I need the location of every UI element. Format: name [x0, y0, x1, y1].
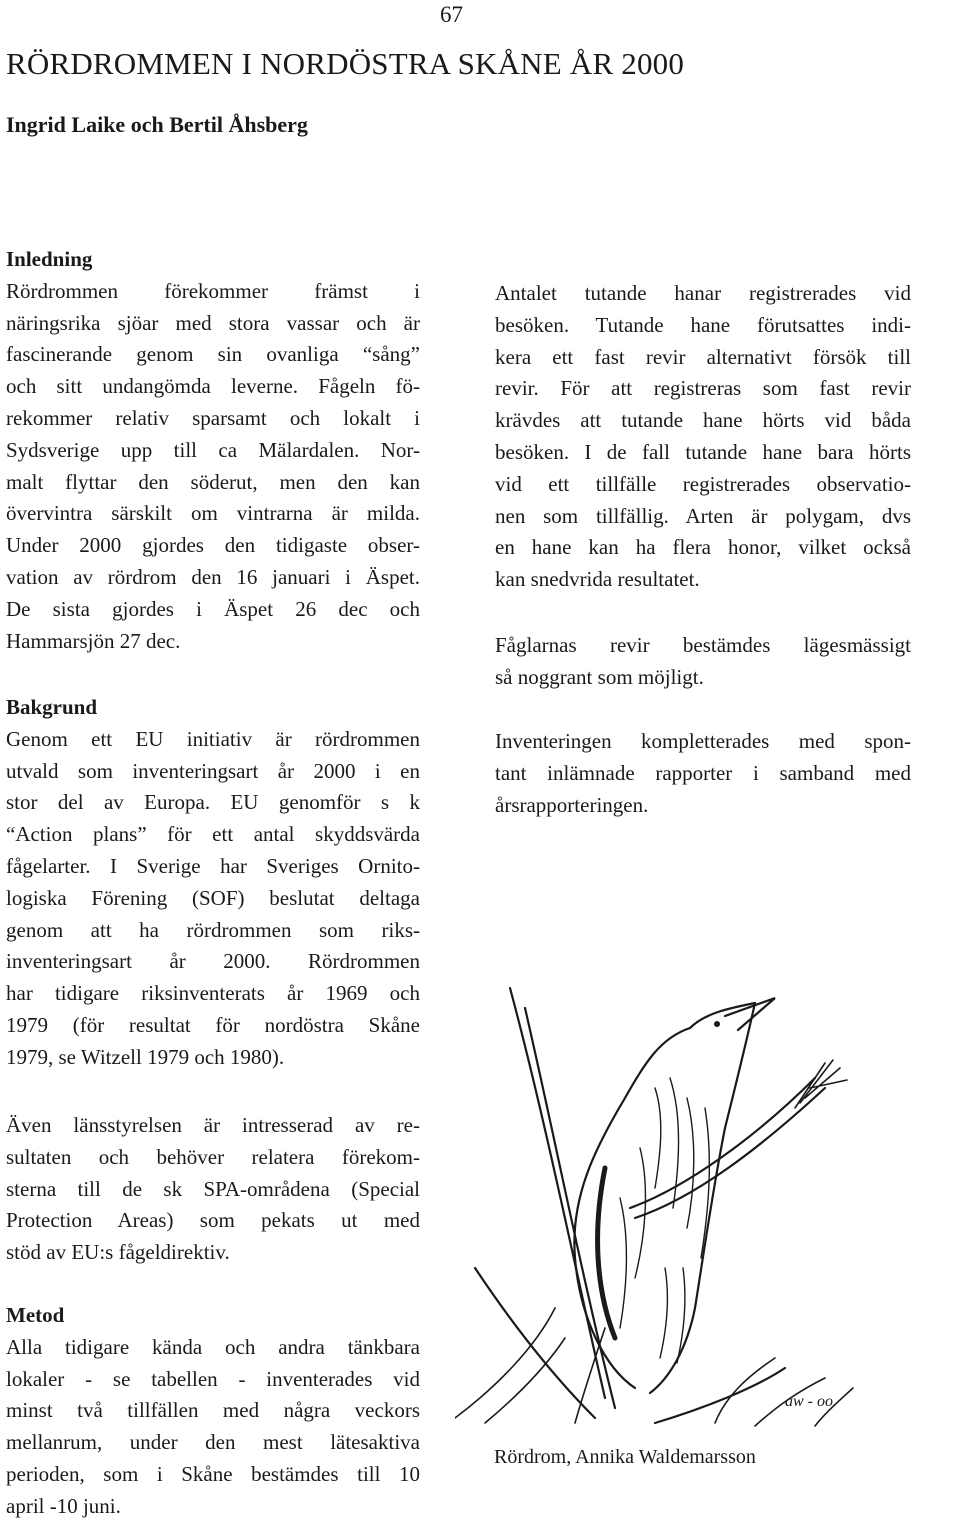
text-line: Protection Areas) som pekats ut med	[6, 1208, 420, 1233]
text-line: mellanrum, under den mest lätesaktiva	[6, 1430, 420, 1455]
text-line: revir. För att registreras som fast revir	[495, 376, 911, 401]
paragraph-revir	[495, 630, 911, 694]
paragraph-lansstyrelsen	[6, 1110, 420, 1269]
text-line: fascinerande genom sin ovanliga “sång”	[6, 342, 420, 367]
section-metod	[6, 1300, 420, 1523]
text-line: malt flyttar den söderut, men den kan	[6, 469, 420, 494]
text-line: 1979 (för resultat för nordöstra Skåne	[6, 1012, 420, 1037]
text-line: 1979, se Witzell 1979 och 1980).	[6, 1044, 285, 1069]
article-authors: Ingrid Laike och Bertil Åhsberg	[6, 112, 308, 137]
text-line: De sista gjordes i Äspet 26 dec och	[6, 596, 420, 621]
artist-signature: aw - oo	[785, 1393, 833, 1410]
text-line: Sydsverige upp till ca Mälardalen. Nor-	[6, 437, 420, 462]
text-line: “Action plans” för ett antal skyddsvärda	[6, 822, 420, 847]
text-line: övervintra särskilt om vintrarna är milda.	[6, 501, 420, 526]
text-line: Hammarsjön 27 dec.	[6, 628, 181, 653]
text-line: besöken. Tutande hane förutsattes indi-	[495, 312, 911, 337]
text-line: logiska Förening (SOF) beslutat deltaga	[6, 885, 420, 910]
text-line: Fåglarnas revir bestämdes lägesmässigt	[495, 633, 911, 657]
text-line: minst två tillfällen med några veckors	[6, 1398, 420, 1423]
text-line: utvald som inventeringsart år 2000 i en	[6, 758, 420, 783]
heading-metod: Metod	[6, 1303, 65, 1327]
text-line: nen som tillfällig. Arten är polygam, dvs	[495, 503, 911, 528]
text-line: genom att ha rördrommen som riks-	[6, 917, 420, 942]
section-inledning	[6, 244, 420, 657]
paragraph-komplettering	[495, 726, 911, 821]
section-bakgrund	[6, 692, 420, 1074]
text-line: Rördrommen förekommer främst i	[6, 278, 420, 303]
illustration-caption: Rördrom, Annika Waldemarsson	[494, 1446, 756, 1468]
page-number: 67	[440, 2, 463, 27]
text-line: stor del av Europa. EU genomför s k	[6, 790, 420, 815]
text-line: besöken. I de fall tutande hane bara hörts	[495, 439, 911, 464]
text-line: näringsrika sjöar med stora vassar och är	[6, 310, 420, 335]
text-line: Även länsstyrelsen är intresserad av re-	[6, 1113, 420, 1137]
text-line: april -10 juni.	[6, 1493, 121, 1518]
text-line: lokaler - se tabellen - inventerades vid	[6, 1366, 420, 1391]
text-line: perioden, som i Skåne bestämdes till 10	[6, 1461, 420, 1486]
heading-inledning: Inledning	[6, 247, 93, 271]
text-line: fågelarter. I Sverige har Sveriges Ornito-	[6, 853, 420, 878]
article-title: RÖRDROMMEN I NORDÖSTRA SKÅNE ÅR 2000	[6, 46, 685, 81]
text-line: krävdes att tutande hane hörts vid båda	[495, 408, 911, 433]
text-line: vation av rördrom den 16 januari i Äspet.	[6, 564, 420, 589]
text-line: kan snedvrida resultatet.	[495, 567, 700, 592]
text-line: Alla tidigare kända och andra tänkbara	[6, 1334, 420, 1359]
heading-bakgrund: Bakgrund	[6, 695, 98, 719]
bittern-drawing	[455, 968, 855, 1428]
text-line: rekommer relativ sparsamt och lokalt i	[6, 405, 420, 430]
text-line: och sitt undangömda leverne. Fågeln fö-	[6, 374, 420, 399]
text-line: kera ett fast revir alternativt försök till	[495, 344, 911, 369]
text-line: Under 2000 gjordes den tidigaste obser-	[6, 533, 420, 558]
text-line: sultaten och behöver relatera förekom-	[6, 1144, 420, 1169]
text-line: inventeringsart år 2000. Rördrommen	[6, 949, 420, 974]
text-line: årsrapporteringen.	[495, 792, 649, 817]
paragraph-registrering	[495, 278, 911, 596]
text-line: en hane kan ha flera honor, vilket också	[495, 535, 911, 560]
bittern-illustration	[455, 968, 855, 1428]
text-line: sterna till de sk SPA-områdena (Special	[6, 1176, 420, 1201]
text-line: stöd av EU:s fågeldirektiv.	[6, 1240, 230, 1265]
text-line: har tidigare riksinventerats år 1969 och	[6, 981, 420, 1006]
text-line: så noggrant som möjligt.	[495, 664, 704, 689]
text-line: Inventeringen kompletterades med spon-	[495, 729, 911, 753]
text-line: Antalet tutande hanar registrerades vid	[495, 281, 911, 305]
text-line: Genom ett EU initiativ är rördrommen	[6, 726, 420, 751]
text-line: vid ett tillfälle registrerades observatio-	[495, 471, 911, 496]
text-line: tant inlämnade rapporter i samband med	[495, 760, 911, 785]
